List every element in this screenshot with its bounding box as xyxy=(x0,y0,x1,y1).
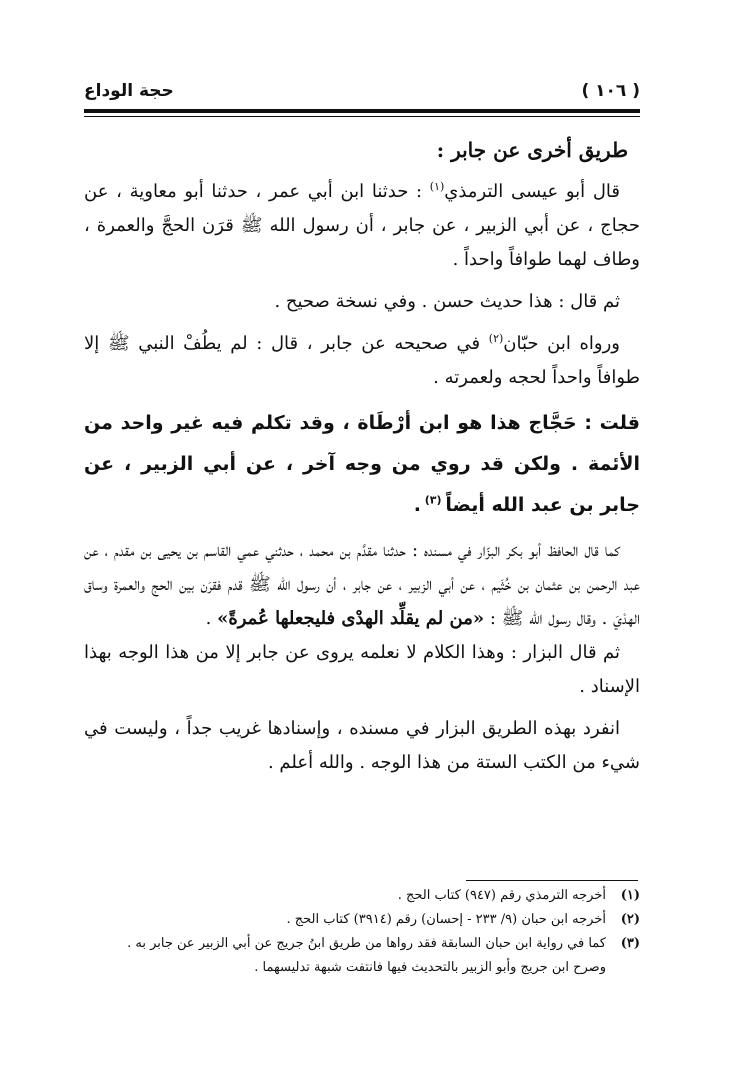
author-comment: قلت : حَجَّاج هذا هو ابن أرْطَاة ، وقد تكلم فيه غير واحد من الأئمة . ولكن قد روي من وجه آخر ، عن أبي الزبير ، عن جابر بن عبد الله أيضاً $^{(٣)}$ . xyxy=(84,412,640,516)
footnote-3 xyxy=(84,932,640,956)
footnote-text: كما في رواية ابن حبان السابقة فقد رواها من طريق ابنُ جريج عن أبي الزبير عن جابر به . xyxy=(127,936,606,951)
footnote-3-continuation: وصرح ابن جريج وأبو الزبير بالتحديث فيها فانتفت شبهة تدليسهما . xyxy=(254,960,606,975)
paragraph-conclusion: انفرد بهذه الطريق البزار في مسنده ، وإسنادها غريب جداً ، وليست في شيء من الكتب الستة من هذا الوجه . والله أعلم . xyxy=(84,718,640,773)
paragraph-bazzar-comment: ثم قال البزار : وهذا الكلام لا نعلمه يروى عن جابر إلا من هذا الوجه بهذا الإسناد . xyxy=(84,642,640,697)
footnote-number: (٣) xyxy=(620,936,640,951)
footnote-2 xyxy=(84,908,640,932)
footnote-number: (٢) xyxy=(620,912,640,927)
footnote-number: (١) xyxy=(620,888,640,903)
paragraph-bazzar: كما قال الحافظ أبو بكر البزّار في مسنده : حدثنا مقدَّم بن محمد ، حدثني عمي القاسم بن يحيى بن مقدم ، عن عبد الرحمن بن عثمان بن خُثَيم ، عن أبي الزبير ، عن جابر ، أن رسول الله ﷺ قدم فقرَن بين الحج والعمرة وساق الهدْيَ . وقال رسول الله ﷺ : «من لم يقلِّد الهدْى فليجعلها عُمرةً» . xyxy=(84,540,640,629)
footnote-separator xyxy=(466,880,638,881)
footnote-ref-2: (٢) xyxy=(488,332,504,345)
hadith-quote: «من لم يقلِّد الهدْى فليجعلها عُمرةً» xyxy=(217,608,485,629)
footnote-1 xyxy=(84,884,640,908)
page-number: ( ١٠٦ ) xyxy=(581,81,640,101)
footnote-text: أخرجه الترمذي رقم (٩٤٧) كتاب الحج . xyxy=(397,888,606,903)
footnotes xyxy=(84,884,640,980)
running-header xyxy=(84,78,640,104)
header-rule-thick xyxy=(84,109,640,113)
book-title: حجة الوداع xyxy=(84,81,174,101)
paragraph-tirmidhi: قال أبو عيسى الترمذي$^{(١)}$ : حدثنا ابن أبي عمر ، حدثنا أبو معاوية ، عن حجاج ، عن أبي الزبير ، عن جابر ، أن رسول الله ﷺ قرَن الحجَّ والعمرة ، وطاف لهما طوافاً واحداً . xyxy=(84,180,640,270)
section-heading: طريق أخرى عن جابر : xyxy=(436,138,628,162)
footnote-ref-1: (١) xyxy=(429,180,445,193)
paragraph-ibn-hibban: ورواه ابن حبّان$^{(٢)}$ في صحيحه عن جابر ، قال : لم يطُفْ النبي ﷺ إلا طوافاً واحداً لحجه ولعمرته . xyxy=(84,332,640,388)
header-rule-thin xyxy=(84,116,640,117)
main-text xyxy=(84,133,640,780)
footnote-text: أخرجه ابن حبان (٩/ ٢٣٣ - إحسان) رقم (٣٩١٤) كتاب الحج . xyxy=(286,912,606,927)
footnote-ref-3: (٣) xyxy=(420,493,446,507)
paragraph-tirmidhi-grading: ثم قال : هذا حديث حسن . وفي نسخة صحيح . xyxy=(274,291,620,312)
